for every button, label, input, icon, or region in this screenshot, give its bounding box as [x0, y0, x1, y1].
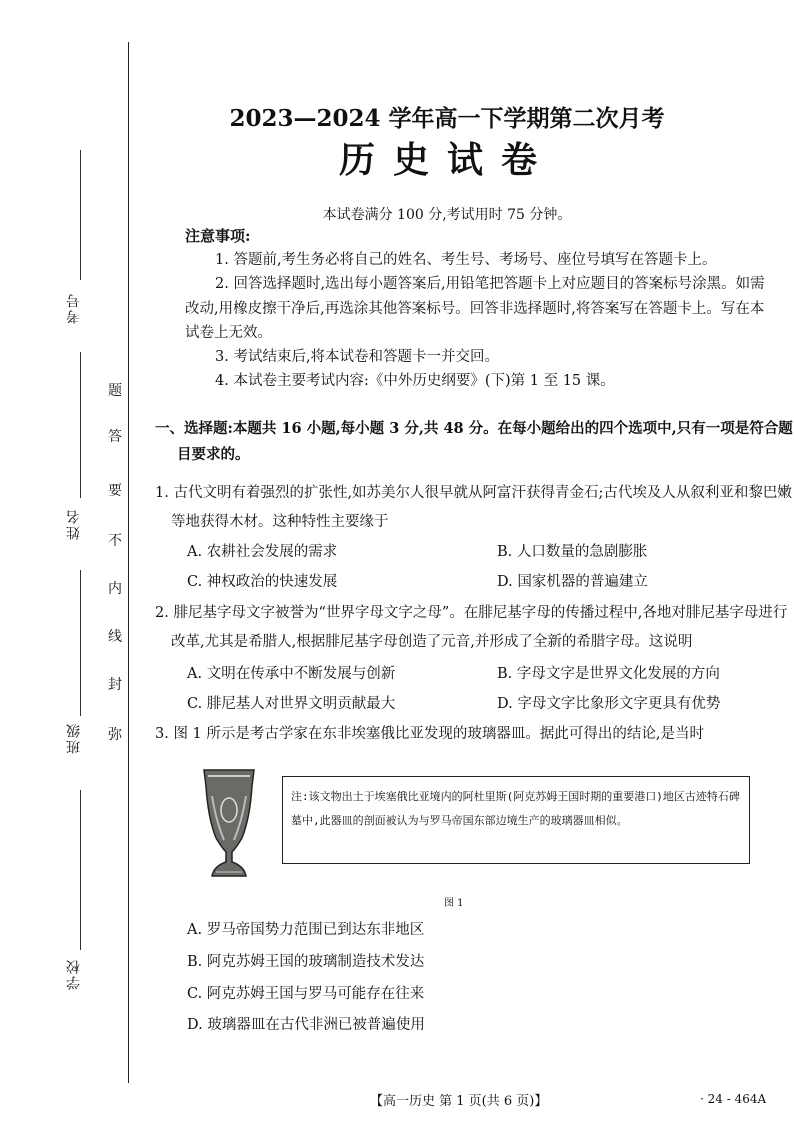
- question-stem: 2. 腓尼基字母文字被誉为“世界字母文字之母”。在腓尼基字母的传播过程中,各地对腓尼基字母进行改革,尤其是希腊人,根据腓尼基字母创造了元音,并形成了全新的希腊字母。这说明: [155, 605, 788, 650]
- binding-line: [128, 42, 129, 1083]
- name-label: 姓名: [66, 508, 82, 540]
- notice-heading: 注意事项:: [185, 227, 251, 245]
- question-stem: 1. 古代文明有着强烈的扩张性,如苏美尔人很早就从阿富汗获得青金石;古代埃及人从叙利亚和黎巴嫩等地获得木材。这种特性主要缘于: [155, 485, 792, 530]
- answer-option: B. 字母文字是世界文化发展的方向: [497, 666, 720, 682]
- answer-option: C. 腓尼基人对世界文明贡献最大: [187, 696, 396, 712]
- exam-title: 2023—2024 学年高一下学期第二次月考: [229, 105, 665, 132]
- answer-option: D. 字母文字比象形文字更具有优势: [497, 696, 721, 712]
- subject-title: 历史试卷: [338, 139, 555, 181]
- answer-option: A. 文明在传承中不断发展与创新: [187, 666, 396, 682]
- notice-item: 2. 回答选择题时,选出每小题答案后,用铅笔把答题卡上对应题目的答案标号涂黑。如需改动,用橡皮擦干净后,再选涂其他答案标号。回答非选择题时,将答案写在答题卡上。写在本试卷上无效。: [185, 276, 765, 341]
- class-label: 班级: [66, 722, 82, 754]
- seal-char: 线: [108, 629, 122, 645]
- answer-option: D. 国家机器的普遍建立: [497, 574, 648, 590]
- notice-item: 4. 本试卷主要考试内容:《中外历史纲要》(下)第 1 至 15 课。: [215, 373, 615, 389]
- seal-char: 弥: [108, 727, 122, 743]
- notice-item: 3. 考试结束后,将本试卷和答题卡一并交回。: [215, 349, 500, 365]
- notice-item: 1. 答题前,考生务必将自己的姓名、考生号、考场号、座位号填写在答题卡上。: [215, 252, 717, 268]
- paper-code: · 24 - 464A: [700, 1092, 767, 1106]
- class-blank: [80, 570, 81, 716]
- answer-option: A. 罗马帝国势力范围已到达东非地区: [187, 922, 425, 938]
- answer-option: A. 农耕社会发展的需求: [187, 544, 338, 560]
- seal-char: 不: [108, 533, 122, 549]
- answer-option: C. 阿克苏姆王国与罗马可能存在往来: [187, 986, 425, 1002]
- school-label: 学校: [66, 958, 82, 990]
- exam-info: 本试卷满分 100 分,考试用时 75 分钟。: [322, 207, 572, 223]
- page-footer: 【高一历史 第 1 页(共 6 页)】: [370, 1094, 548, 1109]
- answer-option: B. 人口数量的急剧膨胀: [497, 544, 648, 560]
- question-stem: 3. 图 1 所示是考古学家在东非埃塞俄比亚发现的玻璃器皿。据此可得出的结论,是当时: [155, 726, 704, 742]
- answer-option: B. 阿克苏姆王国的玻璃制造技术发达: [187, 954, 425, 970]
- figure-caption: 图 1: [444, 898, 464, 909]
- seal-char: 内: [108, 581, 122, 597]
- answer-option: C. 神权政治的快速发展: [187, 574, 338, 590]
- school-blank: [80, 790, 81, 950]
- answer-option: D. 玻璃器皿在古代非洲已被普遍使用: [187, 1017, 425, 1033]
- exam-number-label: 考号: [66, 292, 82, 324]
- section-heading: 一、选择题:本题共 16 小题,每小题 3 分,共 48 分。在每小题给出的四个选项中,只有一项是符合题目要求的。: [155, 420, 793, 463]
- figure-note: 注:该文物出土于埃塞俄比亚境内的阿杜里斯(阿克苏姆王国时期的重要港口)地区古迹特石碑墓中,此器皿的剖面被认为与罗马帝国东部边境生产的玻璃器皿相似。: [282, 776, 750, 864]
- seal-char: 要: [108, 483, 122, 499]
- seal-char: 封: [108, 677, 122, 693]
- seal-char: 答: [108, 429, 122, 445]
- glass-vessel-image: [198, 766, 260, 884]
- seal-char: 题: [108, 383, 122, 399]
- name-blank: [80, 352, 81, 498]
